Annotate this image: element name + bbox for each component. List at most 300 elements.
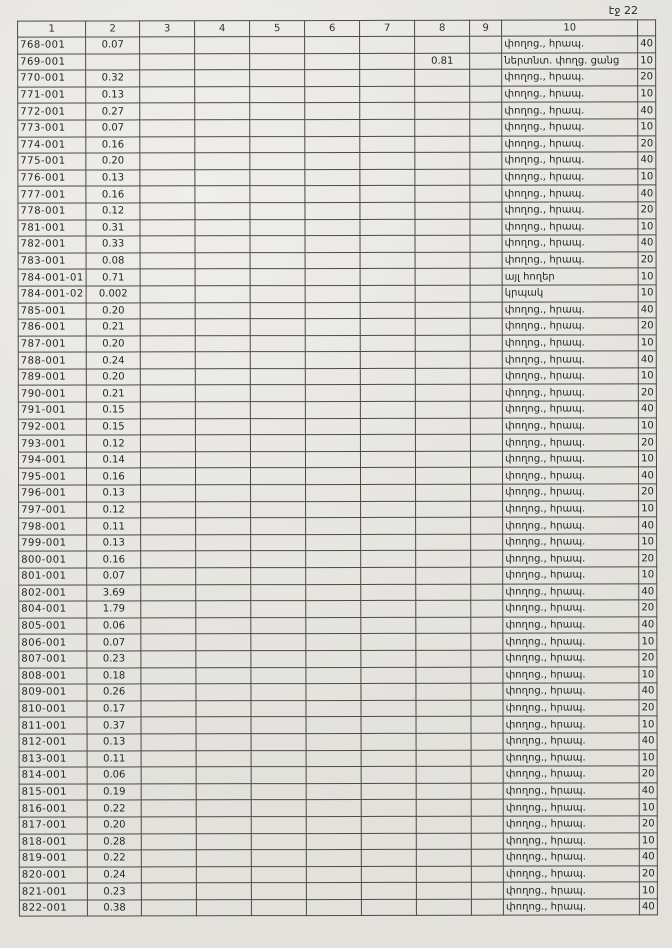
land-use-description-cell: փողոց., հրապ. xyxy=(503,534,639,551)
col8-value-cell xyxy=(416,667,471,684)
parcel-code-cell: 820-001 xyxy=(19,867,87,884)
empty-cell xyxy=(141,734,196,751)
empty-cell xyxy=(196,817,251,834)
empty-cell xyxy=(196,667,251,684)
land-use-description-cell: փողոց., հրապ. xyxy=(502,69,638,86)
col8-value-cell xyxy=(415,186,470,203)
table-row xyxy=(18,252,656,270)
empty-cell xyxy=(360,169,415,186)
empty-cell xyxy=(471,517,503,534)
table-row xyxy=(19,766,657,784)
table-row xyxy=(18,152,656,170)
empty-cell xyxy=(250,236,305,253)
col8-value-cell xyxy=(416,800,471,817)
parcel-code-cell: 786-001 xyxy=(18,319,86,336)
empty-cell xyxy=(361,833,416,850)
empty-cell xyxy=(361,733,416,750)
edge-mark: 10 xyxy=(639,633,657,650)
empty-cell xyxy=(196,866,251,883)
empty-cell xyxy=(305,236,360,253)
table-row xyxy=(19,716,657,734)
empty-cell xyxy=(141,701,196,718)
empty-cell xyxy=(251,584,306,601)
table-row xyxy=(18,169,656,187)
empty-cell xyxy=(250,153,305,170)
empty-cell xyxy=(251,750,306,767)
col8-value-cell xyxy=(416,700,471,717)
empty-cell xyxy=(196,617,251,634)
land-use-description-cell: փողոց., հրապ. xyxy=(503,716,639,733)
empty-cell xyxy=(251,800,306,817)
empty-cell xyxy=(251,783,306,800)
col8-value-cell xyxy=(416,434,471,451)
empty-cell xyxy=(361,468,416,485)
empty-cell xyxy=(196,534,251,551)
empty-cell xyxy=(470,53,502,70)
empty-cell xyxy=(141,418,196,435)
area-value-cell: 0.23 xyxy=(87,651,141,668)
column-header-1: 1 xyxy=(18,21,86,37)
col8-value-cell xyxy=(415,252,470,269)
parcel-code-cell: 805-001 xyxy=(19,618,87,635)
empty-cell xyxy=(470,302,502,319)
empty-cell xyxy=(306,767,361,784)
table-row xyxy=(19,517,657,535)
empty-cell xyxy=(361,683,416,700)
empty-cell xyxy=(141,501,196,518)
col8-value-cell xyxy=(416,783,471,800)
empty-cell xyxy=(305,302,360,319)
empty-cell xyxy=(360,352,415,369)
table-row xyxy=(18,268,656,286)
area-value-cell: 0.17 xyxy=(87,701,141,718)
empty-cell xyxy=(305,186,360,203)
land-use-description-cell: փողոց., հրապ. xyxy=(502,301,638,318)
empty-cell xyxy=(470,385,502,402)
empty-cell xyxy=(251,518,306,535)
land-use-description-cell: փողոց., հրապ. xyxy=(503,783,639,800)
empty-cell xyxy=(196,435,251,452)
empty-cell xyxy=(472,899,504,916)
land-use-description-cell: փողոց., հրապ. xyxy=(502,318,638,335)
land-use-description-cell: կրպակ xyxy=(502,285,638,302)
empty-cell xyxy=(361,816,416,833)
empty-cell xyxy=(305,53,360,70)
empty-cell xyxy=(471,418,503,435)
edge-mark: 20 xyxy=(638,135,656,152)
land-use-description-cell: փողոց., հրապ. xyxy=(503,467,639,484)
empty-cell xyxy=(140,335,195,352)
empty-cell xyxy=(140,219,195,236)
empty-cell xyxy=(141,551,196,568)
area-value-cell: 0.21 xyxy=(86,385,140,402)
empty-cell xyxy=(195,70,250,87)
edge-mark: 20 xyxy=(639,866,657,883)
land-use-description-cell: փողոց., հրապ. xyxy=(503,832,639,849)
empty-cell xyxy=(362,899,417,916)
parcel-code-cell: 774-001 xyxy=(18,137,86,154)
area-value-cell: 0.18 xyxy=(87,667,141,684)
table-row xyxy=(18,285,656,303)
empty-cell xyxy=(195,352,250,369)
table-row xyxy=(18,368,656,386)
empty-cell xyxy=(360,70,415,87)
table-body xyxy=(18,36,658,917)
empty-cell xyxy=(470,103,502,120)
empty-cell xyxy=(471,567,503,584)
table-row xyxy=(19,700,657,718)
empty-cell xyxy=(361,451,416,468)
area-value-cell: 0.13 xyxy=(87,535,141,552)
empty-cell xyxy=(250,335,305,352)
edge-mark: 40 xyxy=(638,102,656,119)
land-use-description-cell: փողոց., հրապ. xyxy=(502,36,638,53)
empty-cell xyxy=(471,434,503,451)
empty-cell xyxy=(141,651,196,668)
table-row xyxy=(18,301,656,319)
empty-cell xyxy=(140,87,195,104)
land-use-description-cell: փողոց., հրապ. xyxy=(502,86,638,103)
table-row xyxy=(19,733,657,751)
page-number-label: էջ 22 xyxy=(608,4,638,17)
empty-cell xyxy=(470,351,502,368)
edge-mark: 10 xyxy=(638,86,656,103)
parcel-code-cell: 792-001 xyxy=(18,419,86,436)
edge-mark: 10 xyxy=(639,666,657,683)
parcel-code-cell: 773-001 xyxy=(18,120,86,137)
empty-cell xyxy=(251,501,306,518)
empty-cell xyxy=(140,286,195,303)
empty-cell xyxy=(141,568,196,585)
area-value-cell: 0.13 xyxy=(86,170,140,187)
empty-cell xyxy=(140,153,195,170)
land-use-description-cell: փողոց., հրապ. xyxy=(502,102,638,119)
empty-cell xyxy=(251,568,306,585)
empty-cell xyxy=(251,551,306,568)
empty-cell xyxy=(360,36,415,53)
area-value-cell: 0.14 xyxy=(87,452,141,469)
empty-cell xyxy=(361,650,416,667)
empty-cell xyxy=(141,883,196,900)
empty-cell xyxy=(195,369,250,386)
empty-cell xyxy=(141,435,196,452)
area-value-cell: 0.07 xyxy=(87,568,141,585)
empty-cell xyxy=(360,335,415,352)
land-use-description-cell: փողոց., հրապ. xyxy=(502,169,638,186)
col8-value-cell xyxy=(417,899,472,916)
empty-cell xyxy=(251,651,306,668)
parcel-code-cell: 793-001 xyxy=(18,435,86,452)
empty-cell xyxy=(360,119,415,136)
area-value-cell: 0.28 xyxy=(87,833,141,850)
empty-cell xyxy=(141,468,196,485)
empty-cell xyxy=(306,584,361,601)
parcel-code-cell: 782-001 xyxy=(18,236,86,253)
table-row xyxy=(19,650,657,668)
parcel-code-cell: 804-001 xyxy=(19,601,87,618)
empty-cell xyxy=(306,833,361,850)
parcel-code-cell: 797-001 xyxy=(19,502,87,519)
col8-value-cell xyxy=(416,750,471,767)
empty-cell xyxy=(196,518,251,535)
empty-cell xyxy=(250,53,305,70)
empty-cell xyxy=(305,285,360,302)
empty-cell xyxy=(471,650,503,667)
edge-mark: 10 xyxy=(639,749,657,766)
land-use-description-cell: փողոց., հրապ. xyxy=(502,119,638,136)
empty-cell xyxy=(360,86,415,103)
table-row xyxy=(19,832,657,850)
edge-header-spacer xyxy=(638,20,656,36)
land-use-description-cell: փողոց., հրապ. xyxy=(503,749,639,766)
empty-cell xyxy=(470,318,502,335)
table-row xyxy=(19,799,657,817)
empty-cell xyxy=(360,252,415,269)
parcel-code-cell: 796-001 xyxy=(19,485,87,502)
table-row xyxy=(18,69,656,87)
land-use-description-cell: փողոց., հրապ. xyxy=(502,351,638,368)
edge-mark: 10 xyxy=(638,52,656,69)
empty-cell xyxy=(140,402,195,419)
empty-cell xyxy=(305,119,360,136)
empty-cell xyxy=(305,385,360,402)
empty-cell xyxy=(360,152,415,169)
empty-cell xyxy=(250,103,305,120)
empty-cell xyxy=(361,484,416,501)
empty-cell xyxy=(305,219,360,236)
col8-value-cell: 0.81 xyxy=(415,53,470,70)
table-row xyxy=(18,401,656,419)
edge-mark: 20 xyxy=(639,550,657,567)
table-row xyxy=(19,600,657,618)
parcel-code-cell: 785-001 xyxy=(18,303,86,320)
col8-value-cell xyxy=(416,451,471,468)
empty-cell xyxy=(250,120,305,137)
empty-cell xyxy=(470,202,502,219)
empty-cell xyxy=(141,750,196,767)
empty-cell xyxy=(305,136,360,153)
table-row xyxy=(19,783,657,801)
column-header-6: 6 xyxy=(305,20,360,36)
edge-mark: 20 xyxy=(638,252,656,269)
column-header-2: 2 xyxy=(86,21,140,37)
col8-value-cell xyxy=(415,368,470,385)
land-use-description-cell: փողոց., հրապ. xyxy=(502,368,638,385)
empty-cell xyxy=(195,120,250,137)
parcel-code-cell: 772-001 xyxy=(18,103,86,120)
empty-cell xyxy=(196,750,251,767)
col8-value-cell xyxy=(415,136,470,153)
empty-cell xyxy=(471,733,503,750)
area-value-cell: 0.13 xyxy=(87,485,141,502)
empty-cell xyxy=(360,53,415,70)
empty-cell xyxy=(470,252,502,269)
table-row xyxy=(19,749,657,767)
empty-cell xyxy=(470,235,502,252)
empty-cell xyxy=(306,551,361,568)
table-row xyxy=(18,185,656,203)
empty-cell xyxy=(196,850,251,867)
edge-mark: 20 xyxy=(639,484,657,501)
empty-cell xyxy=(251,634,306,651)
empty-cell xyxy=(471,617,503,634)
parcel-code-cell: 788-001 xyxy=(18,352,86,369)
area-value-cell: 0.38 xyxy=(88,900,142,917)
empty-cell xyxy=(140,302,195,319)
empty-cell xyxy=(306,468,361,485)
empty-cell xyxy=(361,551,416,568)
empty-cell xyxy=(471,750,503,767)
parcel-code-cell: 791-001 xyxy=(18,402,86,419)
col8-value-cell xyxy=(415,103,470,120)
empty-cell xyxy=(251,816,306,833)
empty-cell xyxy=(470,185,502,202)
empty-cell xyxy=(251,435,306,452)
empty-cell xyxy=(196,485,251,502)
empty-cell xyxy=(360,103,415,120)
parcel-code-cell: 810-001 xyxy=(19,701,87,718)
empty-cell xyxy=(471,783,503,800)
edge-mark: 40 xyxy=(638,301,656,318)
area-value-cell: 0.07 xyxy=(86,120,140,137)
empty-cell xyxy=(471,484,503,501)
edge-mark: 10 xyxy=(638,368,656,385)
empty-cell xyxy=(361,866,416,883)
area-value-cell: 0.20 xyxy=(86,153,140,170)
empty-cell xyxy=(361,717,416,734)
empty-cell xyxy=(141,784,196,801)
empty-cell xyxy=(305,86,360,103)
empty-cell xyxy=(471,451,503,468)
land-use-description-cell: փողոց., հրապ. xyxy=(503,434,639,451)
edge-mark: 20 xyxy=(638,318,656,335)
land-use-description-cell: փողոց., հրապ. xyxy=(502,401,638,418)
empty-cell xyxy=(306,700,361,717)
empty-cell xyxy=(195,203,250,220)
parcel-code-cell: 768-001 xyxy=(18,37,86,54)
table-row xyxy=(19,816,657,834)
area-value-cell: 1.79 xyxy=(87,601,141,618)
parcel-code-cell: 770-001 xyxy=(18,70,86,87)
table-row xyxy=(18,135,656,153)
land-use-description-cell: փողոց., հրապ. xyxy=(502,335,638,352)
empty-cell xyxy=(361,667,416,684)
area-value-cell: 0.19 xyxy=(87,784,141,801)
empty-cell xyxy=(141,817,196,834)
area-value-cell: 0.07 xyxy=(87,634,141,651)
parcel-code-cell: 815-001 xyxy=(19,784,87,801)
empty-cell xyxy=(471,700,503,717)
table-row xyxy=(19,683,657,701)
empty-cell xyxy=(141,452,196,469)
parcel-code-cell: 811-001 xyxy=(19,717,87,734)
area-value-cell: 0.20 xyxy=(86,336,140,353)
area-value-cell: 0.11 xyxy=(87,518,141,535)
col8-value-cell xyxy=(416,766,471,783)
empty-cell xyxy=(361,849,416,866)
empty-cell xyxy=(250,385,305,402)
area-value-cell: 0.13 xyxy=(87,734,141,751)
col8-value-cell xyxy=(416,534,471,551)
table-row xyxy=(18,36,656,54)
empty-cell xyxy=(252,899,307,916)
area-value-cell: 0.31 xyxy=(86,219,140,236)
empty-cell xyxy=(250,169,305,186)
empty-cell xyxy=(470,119,502,136)
land-use-description-cell: փողոց., հրապ. xyxy=(504,899,640,916)
empty-cell xyxy=(307,899,362,916)
empty-cell xyxy=(250,86,305,103)
empty-cell xyxy=(361,750,416,767)
empty-cell xyxy=(306,717,361,734)
table-row xyxy=(19,467,657,485)
edge-mark: 40 xyxy=(639,683,657,700)
empty-cell xyxy=(361,501,416,518)
empty-cell xyxy=(251,451,306,468)
parcel-code-cell: 784-001-02 xyxy=(18,286,86,303)
empty-cell xyxy=(306,435,361,452)
table-row xyxy=(18,218,656,236)
col8-value-cell xyxy=(415,119,470,136)
parcel-code-cell: 802-001 xyxy=(19,585,87,602)
empty-cell xyxy=(470,86,502,103)
empty-cell xyxy=(305,169,360,186)
col8-value-cell xyxy=(416,816,471,833)
area-value-cell: 0.16 xyxy=(86,186,140,203)
land-use-description-cell: փողոց., հրապ. xyxy=(503,583,639,600)
col8-value-cell xyxy=(416,418,471,435)
area-value-cell: 0.11 xyxy=(87,750,141,767)
table-row xyxy=(18,86,656,104)
col8-value-cell xyxy=(415,169,470,186)
parcel-code-cell: 819-001 xyxy=(19,850,87,867)
col8-value-cell xyxy=(416,468,471,485)
parcel-code-cell: 800-001 xyxy=(19,551,87,568)
edge-mark: 20 xyxy=(638,69,656,86)
table-row xyxy=(19,550,657,568)
edge-mark: 40 xyxy=(638,185,656,202)
empty-cell xyxy=(361,883,416,900)
parcel-code-cell: 777-001 xyxy=(18,186,86,203)
col8-value-cell xyxy=(416,683,471,700)
col8-value-cell xyxy=(415,318,470,335)
empty-cell xyxy=(251,601,306,618)
empty-cell xyxy=(470,401,502,418)
column-header-5: 5 xyxy=(250,21,305,37)
table-row xyxy=(19,534,657,552)
empty-cell xyxy=(305,368,360,385)
empty-cell xyxy=(250,368,305,385)
empty-cell xyxy=(360,318,415,335)
col8-value-cell xyxy=(415,86,470,103)
parcel-code-cell: 778-001 xyxy=(18,203,86,220)
empty-cell xyxy=(141,618,196,635)
table-row xyxy=(18,335,656,353)
empty-cell xyxy=(141,800,196,817)
parcel-code-cell: 783-001 xyxy=(18,253,86,270)
col8-value-cell xyxy=(415,152,470,169)
empty-cell xyxy=(360,202,415,219)
empty-cell xyxy=(360,302,415,319)
empty-cell xyxy=(141,485,196,502)
empty-cell xyxy=(306,750,361,767)
col8-value-cell xyxy=(416,617,471,634)
area-value-cell: 0.06 xyxy=(87,767,141,784)
parcel-code-cell: 816-001 xyxy=(19,800,87,817)
land-register-table xyxy=(17,19,658,917)
empty-cell xyxy=(195,402,250,419)
land-use-description-cell: փողոց., հրապ. xyxy=(503,600,639,617)
